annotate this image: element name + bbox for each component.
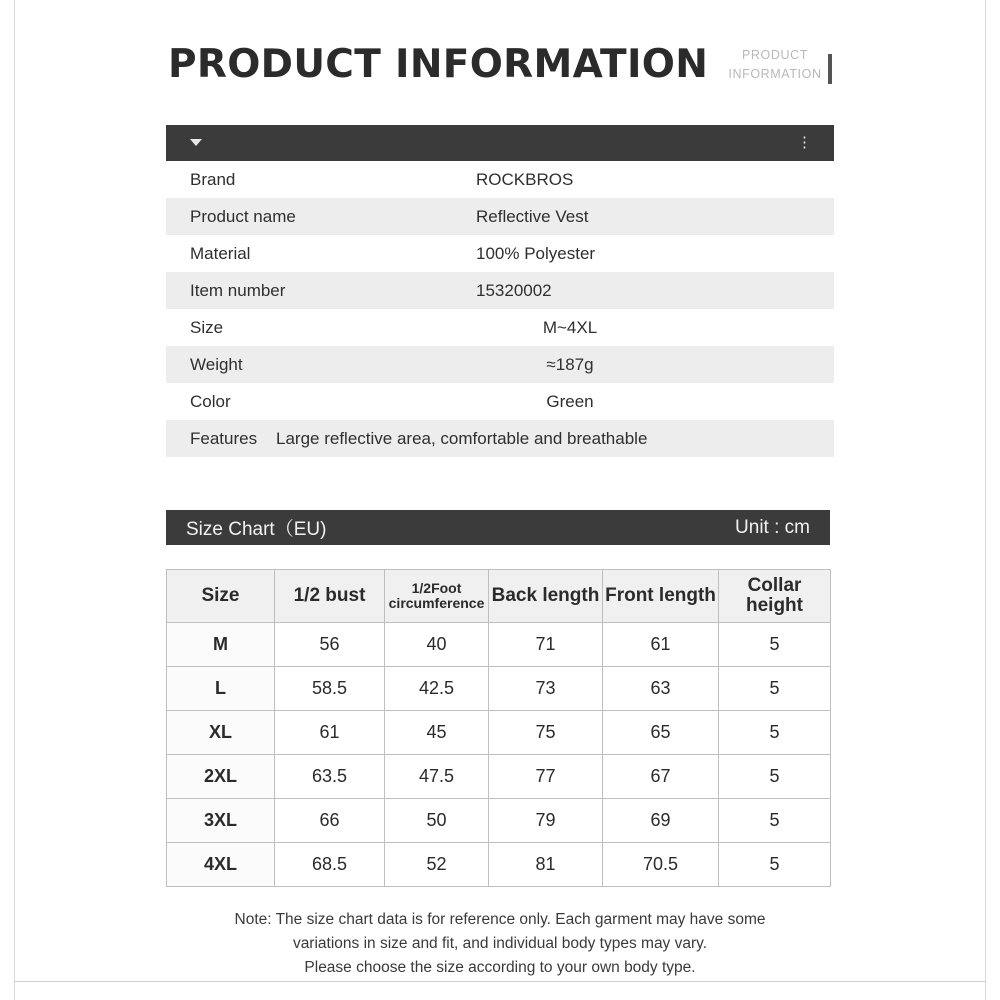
page-header: [168, 42, 848, 98]
table-row: [167, 711, 831, 755]
caret-down-icon[interactable]: [190, 139, 202, 146]
note-line-2: variations in size and fit, and individual body types may vary.: [292, 935, 708, 952]
cell-back-length: 77: [489, 755, 603, 799]
spec-value: 15320002: [476, 280, 552, 300]
cell-half-bust: 58.5: [275, 667, 385, 711]
table-row: [166, 235, 834, 272]
cell-half-bust: 56: [275, 623, 385, 667]
spec-label: Weight: [190, 354, 243, 374]
column-header-back-length: Back length: [489, 570, 603, 623]
column-header-collar-height: Collar height: [719, 570, 831, 623]
page-bottom-rule: [14, 981, 986, 982]
column-header-size: Size: [167, 570, 275, 623]
cell-size: 2XL: [167, 755, 275, 799]
table-row: [166, 272, 834, 309]
cell-half-foot: 52: [385, 843, 489, 887]
page-subtitle-line2: INFORMATION: [728, 67, 822, 81]
column-header-half-bust: 1/2 bust: [275, 570, 385, 623]
cell-front-length: 63: [603, 667, 719, 711]
table-row: [166, 198, 834, 235]
spec-value: M~4XL: [542, 317, 598, 337]
spec-value: Large reflective area, comfortable and breathable: [276, 428, 648, 448]
spec-label: Product name: [190, 206, 296, 226]
table-row: [167, 799, 831, 843]
cell-size: XL: [167, 711, 275, 755]
specification-table: [166, 125, 834, 457]
spec-label: Brand: [190, 169, 236, 189]
title-accent-bar: [828, 54, 832, 84]
cell-half-bust: 63.5: [275, 755, 385, 799]
cell-collar-height: 5: [719, 755, 831, 799]
size-chart-table: [166, 569, 831, 887]
cell-front-length: 65: [603, 711, 719, 755]
size-chart-header-row: [167, 570, 831, 623]
cell-back-length: 79: [489, 799, 603, 843]
cell-size: 3XL: [167, 799, 275, 843]
cell-half-foot: 42.5: [385, 667, 489, 711]
table-row: [167, 755, 831, 799]
spec-label: Material: [190, 243, 251, 263]
cell-half-foot: 47.5: [385, 755, 489, 799]
table-row: [166, 346, 834, 383]
cell-half-bust: 66: [275, 799, 385, 843]
page-left-rule: [14, 0, 15, 1000]
spec-value: Reflective Vest: [476, 206, 589, 226]
note-line-1: Note: The size chart data is for reference only. Each garment may have some: [234, 911, 766, 928]
note-line-3: Please choose the size according to your own body type.: [304, 959, 696, 976]
cell-collar-height: 5: [719, 623, 831, 667]
cell-front-length: 70.5: [603, 843, 719, 887]
column-header-half-foot-circumference: 1/2Foot circumference: [385, 570, 489, 623]
cell-half-bust: 68.5: [275, 843, 385, 887]
page-right-rule: [985, 0, 986, 1000]
table-row: [166, 420, 834, 457]
cell-half-foot: 50: [385, 799, 489, 843]
size-chart-note: [170, 908, 830, 980]
cell-front-length: 67: [603, 755, 719, 799]
specification-table-header: [166, 125, 834, 161]
table-row: [166, 383, 834, 420]
spec-value: ≈187g: [546, 354, 594, 374]
size-chart-title: Size Chart（EU): [186, 519, 327, 540]
cell-size: M: [167, 623, 275, 667]
cell-collar-height: 5: [719, 667, 831, 711]
size-chart-banner: [166, 510, 830, 545]
cell-back-length: 81: [489, 843, 603, 887]
vertical-dots-icon[interactable]: ⋮: [797, 134, 812, 151]
table-row: [167, 843, 831, 887]
spec-label: Item number: [190, 280, 286, 300]
table-row: [166, 161, 834, 198]
table-row: [166, 309, 834, 346]
cell-back-length: 73: [489, 667, 603, 711]
column-header-front-length: Front length: [603, 570, 719, 623]
page-subtitle: [720, 46, 830, 84]
spec-value: 100% Polyester: [476, 243, 596, 263]
cell-front-length: 61: [603, 623, 719, 667]
spec-label: Size: [190, 317, 224, 337]
cell-half-foot: 40: [385, 623, 489, 667]
cell-collar-height: 5: [719, 799, 831, 843]
cell-front-length: 69: [603, 799, 719, 843]
cell-half-bust: 61: [275, 711, 385, 755]
cell-back-length: 75: [489, 711, 603, 755]
spec-label: Features: [190, 428, 258, 448]
page-subtitle-line1: PRODUCT: [741, 48, 808, 62]
spec-label: Color: [190, 391, 231, 411]
table-row: [167, 623, 831, 667]
spec-value: Green: [546, 391, 594, 411]
cell-size: L: [167, 667, 275, 711]
cell-size: 4XL: [167, 843, 275, 887]
cell-back-length: 71: [489, 623, 603, 667]
table-row: [167, 667, 831, 711]
size-chart-unit: Unit : cm: [735, 516, 810, 538]
cell-collar-height: 5: [719, 843, 831, 887]
cell-collar-height: 5: [719, 711, 831, 755]
spec-value: ROCKBROS: [476, 169, 574, 189]
page-title: PRODUCT INFORMATION: [168, 42, 709, 87]
cell-half-foot: 45: [385, 711, 489, 755]
